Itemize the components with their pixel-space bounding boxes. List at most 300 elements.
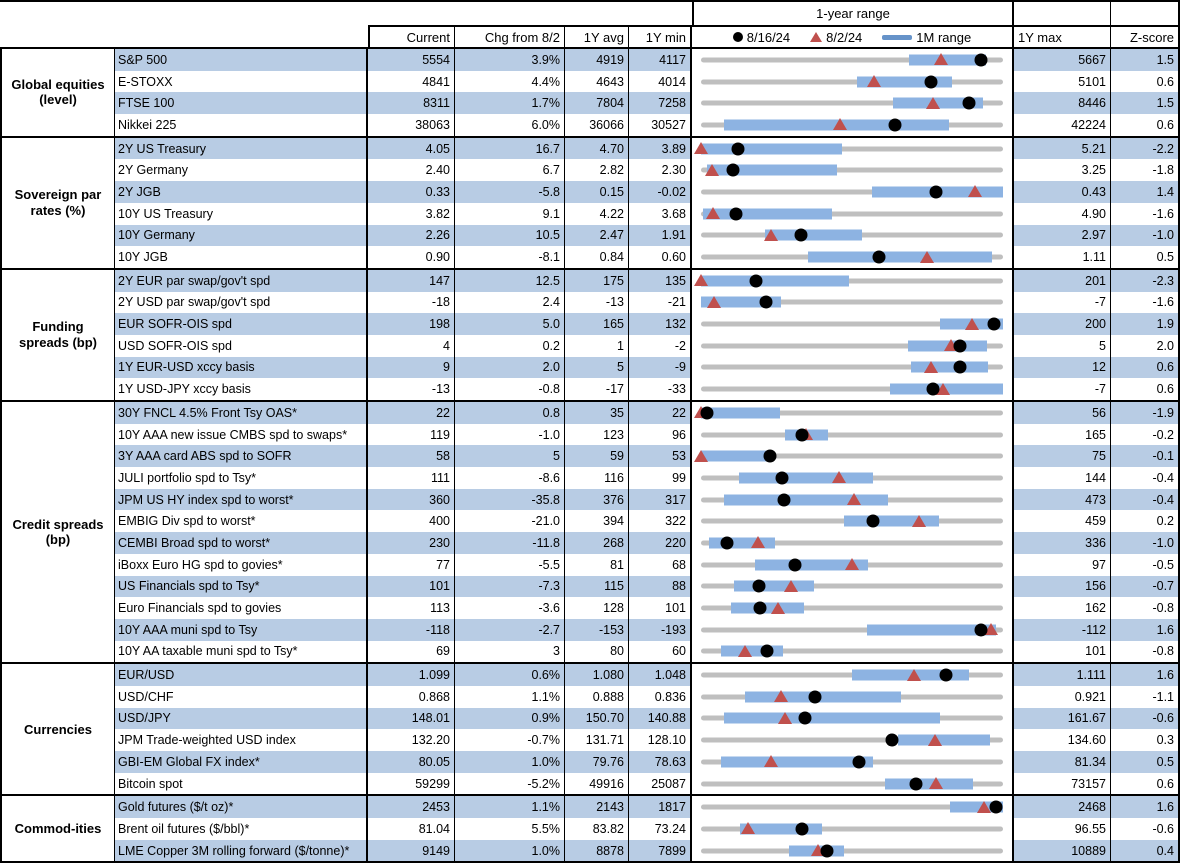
marker-8-2-triangle-icon bbox=[741, 822, 755, 834]
chg-value: -2.7 bbox=[455, 619, 565, 641]
range-chart bbox=[692, 796, 1014, 818]
z-score-value: -0.5 bbox=[1111, 554, 1180, 576]
range-chart bbox=[692, 773, 1014, 795]
max-value: 144 bbox=[1014, 467, 1111, 489]
range-track-area bbox=[701, 357, 1003, 379]
range-track-area bbox=[701, 751, 1003, 773]
marker-8-16-dot-icon bbox=[796, 822, 809, 835]
marker-8-2-triangle-icon bbox=[847, 493, 861, 505]
instrument-name: Nikkei 225 bbox=[115, 114, 368, 136]
one-month-range-bar bbox=[701, 143, 842, 154]
marker-8-16-dot-icon bbox=[798, 712, 811, 725]
max-value: 96.55 bbox=[1014, 818, 1111, 840]
marker-8-16-dot-icon bbox=[974, 623, 987, 636]
chg-value: 0.6% bbox=[455, 664, 565, 686]
min-value: 3.89 bbox=[629, 138, 692, 160]
avg-value: 0.888 bbox=[565, 686, 629, 708]
instrument-name: JPM Trade-weighted USD index bbox=[115, 729, 368, 751]
chg-value: 2.4 bbox=[455, 292, 565, 314]
avg-value: 59 bbox=[565, 445, 629, 467]
current-value: 80.05 bbox=[368, 751, 455, 773]
avg-value: 7804 bbox=[565, 92, 629, 114]
table-row bbox=[115, 181, 1180, 203]
current-value: 3.82 bbox=[368, 203, 455, 225]
z-score-value: -1.6 bbox=[1111, 292, 1180, 314]
marker-8-16-dot-icon bbox=[990, 801, 1003, 814]
max-value: 97 bbox=[1014, 554, 1111, 576]
marker-8-2-triangle-icon bbox=[867, 75, 881, 87]
chg-value: 6.0% bbox=[455, 114, 565, 136]
marker-8-16-dot-icon bbox=[808, 690, 821, 703]
max-value: 73157 bbox=[1014, 773, 1111, 795]
legend-label: 1M range bbox=[916, 29, 972, 45]
range-chart bbox=[692, 424, 1014, 446]
table-row bbox=[115, 445, 1180, 467]
max-value: 161.67 bbox=[1014, 708, 1111, 730]
table-row bbox=[115, 576, 1180, 598]
marker-8-16-dot-icon bbox=[775, 471, 788, 484]
avg-value: 394 bbox=[565, 510, 629, 532]
chg-value: -5.5 bbox=[455, 554, 565, 576]
marker-8-16-dot-icon bbox=[788, 558, 801, 571]
avg-value: 150.70 bbox=[565, 708, 629, 730]
marker-8-2-triangle-icon bbox=[907, 669, 921, 681]
marker-8-2-triangle-icon bbox=[764, 755, 778, 767]
range-chart bbox=[692, 840, 1014, 862]
marker-8-16-dot-icon bbox=[929, 185, 942, 198]
marker-8-2-triangle-icon bbox=[929, 777, 943, 789]
range-chart bbox=[692, 554, 1014, 576]
avg-value: 131.71 bbox=[565, 729, 629, 751]
table-row bbox=[115, 246, 1180, 268]
z-score-value: 1.9 bbox=[1111, 313, 1180, 335]
current-value: 2.40 bbox=[368, 159, 455, 181]
table-row bbox=[115, 510, 1180, 532]
marker-8-16-dot-icon bbox=[821, 844, 834, 857]
one-month-range-bar bbox=[911, 362, 988, 373]
range-track-area bbox=[701, 203, 1003, 225]
marker-8-16-dot-icon bbox=[910, 777, 923, 790]
min-value: 322 bbox=[629, 510, 692, 532]
range-track-area bbox=[701, 664, 1003, 686]
max-value: 0.921 bbox=[1014, 686, 1111, 708]
z-score-value: -2.3 bbox=[1111, 270, 1180, 292]
marker-8-16-dot-icon bbox=[761, 645, 774, 658]
min-value: 1817 bbox=[629, 796, 692, 818]
instrument-name: 2Y US Treasury bbox=[115, 138, 368, 160]
max-value: 2468 bbox=[1014, 796, 1111, 818]
range-chart bbox=[692, 445, 1014, 467]
group-label: Commod-ities bbox=[2, 796, 115, 861]
one-month-range-bar bbox=[701, 451, 767, 462]
range-track-area bbox=[701, 270, 1003, 292]
z-score-value: -0.2 bbox=[1111, 424, 1180, 446]
range-chart bbox=[692, 510, 1014, 532]
z-score-value: -0.4 bbox=[1111, 467, 1180, 489]
instrument-name: JPM US HY index spd to worst* bbox=[115, 489, 368, 511]
table-row bbox=[115, 225, 1180, 247]
min-value: 22 bbox=[629, 402, 692, 424]
max-value: -7 bbox=[1014, 378, 1111, 400]
instrument-name: GBI-EM Global FX index* bbox=[115, 751, 368, 773]
instrument-name: 2Y USD par swap/gov't spd bbox=[115, 292, 368, 314]
group-rows bbox=[115, 138, 1180, 268]
avg-value: 81 bbox=[565, 554, 629, 576]
range-chart bbox=[692, 641, 1014, 663]
range-chart bbox=[692, 402, 1014, 424]
marker-8-2-triangle-icon bbox=[832, 471, 846, 483]
min-value: 1.91 bbox=[629, 225, 692, 247]
range-track-area bbox=[701, 378, 1003, 400]
range-chart bbox=[692, 114, 1014, 136]
max-value: 42224 bbox=[1014, 114, 1111, 136]
instrument-name: EUR/USD bbox=[115, 664, 368, 686]
range-chart bbox=[692, 751, 1014, 773]
z-score-value: 1.5 bbox=[1111, 92, 1180, 114]
avg-value: 2.82 bbox=[565, 159, 629, 181]
one-month-range-bar bbox=[765, 230, 862, 241]
chg-value: 1.7% bbox=[455, 92, 565, 114]
z-score-value: -0.8 bbox=[1111, 597, 1180, 619]
z-score-value: 2.0 bbox=[1111, 335, 1180, 357]
marker-8-16-dot-icon bbox=[974, 53, 987, 66]
range-chart bbox=[692, 686, 1014, 708]
group-rows bbox=[115, 270, 1180, 400]
range-track-area bbox=[701, 818, 1003, 840]
range-track-area bbox=[701, 510, 1003, 532]
min-value: -21 bbox=[629, 292, 692, 314]
instrument-name: JULI portfolio spd to Tsy* bbox=[115, 467, 368, 489]
max-value: 134.60 bbox=[1014, 729, 1111, 751]
avg-value: 268 bbox=[565, 532, 629, 554]
range-chart bbox=[692, 203, 1014, 225]
range-chart bbox=[692, 335, 1014, 357]
table-row bbox=[115, 138, 1180, 160]
chg-value: 0.2 bbox=[455, 335, 565, 357]
avg-value: 49916 bbox=[565, 773, 629, 795]
range-track-area bbox=[701, 292, 1003, 314]
z-score-value: 0.2 bbox=[1111, 510, 1180, 532]
top-strip bbox=[0, 2, 1180, 25]
legend-label: 8/2/24 bbox=[826, 29, 863, 45]
avg-value: 2143 bbox=[565, 796, 629, 818]
range-chart bbox=[692, 225, 1014, 247]
current-value: 4841 bbox=[368, 71, 455, 93]
marker-8-16-dot-icon bbox=[927, 383, 940, 396]
max-value: 101 bbox=[1014, 641, 1111, 663]
table-row bbox=[115, 357, 1180, 379]
instrument-name: S&P 500 bbox=[115, 49, 368, 71]
z-score-value: 0.6 bbox=[1111, 71, 1180, 93]
range-track-area bbox=[701, 225, 1003, 247]
z-score-value: -0.4 bbox=[1111, 489, 1180, 511]
marker-8-2-triangle-icon bbox=[706, 207, 720, 219]
current-value: 2.26 bbox=[368, 225, 455, 247]
one-month-range-bar bbox=[703, 208, 833, 219]
range-track-area bbox=[701, 840, 1003, 862]
instrument-name: USD/JPY bbox=[115, 708, 368, 730]
current-value: -13 bbox=[368, 378, 455, 400]
z-score-value: -1.0 bbox=[1111, 532, 1180, 554]
min-value: 317 bbox=[629, 489, 692, 511]
group-label: Sovereign par rates (%) bbox=[2, 138, 115, 268]
range-track-area bbox=[701, 686, 1003, 708]
marker-8-2-triangle-icon bbox=[707, 296, 721, 308]
marker-8-16-dot-icon bbox=[763, 450, 776, 463]
marker-8-2-triangle-icon bbox=[774, 690, 788, 702]
instrument-name: US Financials spd to Tsy* bbox=[115, 576, 368, 598]
marker-8-2-triangle-icon bbox=[694, 450, 708, 462]
marker-8-16-dot-icon bbox=[853, 755, 866, 768]
range-track-area bbox=[701, 641, 1003, 663]
row-group bbox=[2, 136, 1180, 268]
chg-value: -5.8 bbox=[455, 181, 565, 203]
max-value: 200 bbox=[1014, 313, 1111, 335]
chg-value: -5.2% bbox=[455, 773, 565, 795]
chg-value: 6.7 bbox=[455, 159, 565, 181]
col-header-1y-min: 1Y min bbox=[629, 25, 692, 47]
z-score-value: 1.5 bbox=[1111, 49, 1180, 71]
table-row bbox=[115, 532, 1180, 554]
row-group bbox=[2, 400, 1180, 662]
row-group bbox=[2, 662, 1180, 794]
table-row bbox=[115, 554, 1180, 576]
range-track-area bbox=[701, 576, 1003, 598]
min-value: 96 bbox=[629, 424, 692, 446]
range-track-area bbox=[701, 313, 1003, 335]
current-value: 198 bbox=[368, 313, 455, 335]
z-score-value: 1.6 bbox=[1111, 664, 1180, 686]
max-value: 1.11 bbox=[1014, 246, 1111, 268]
z-score-value: 0.3 bbox=[1111, 729, 1180, 751]
table-row bbox=[115, 686, 1180, 708]
one-month-range-bar bbox=[724, 713, 941, 724]
range-legend bbox=[692, 25, 1014, 47]
current-value: 132.20 bbox=[368, 729, 455, 751]
chg-value: 5.0 bbox=[455, 313, 565, 335]
current-value: 9 bbox=[368, 357, 455, 379]
max-value: 0.43 bbox=[1014, 181, 1111, 203]
min-value: 60 bbox=[629, 641, 692, 663]
z-score-value: -0.6 bbox=[1111, 818, 1180, 840]
min-value: -2 bbox=[629, 335, 692, 357]
instrument-name: 10Y AAA muni spd to Tsy bbox=[115, 619, 368, 641]
table-row bbox=[115, 378, 1180, 400]
chg-value: 16.7 bbox=[455, 138, 565, 160]
group-rows bbox=[115, 49, 1180, 136]
instrument-name: 10Y US Treasury bbox=[115, 203, 368, 225]
range-chart bbox=[692, 708, 1014, 730]
table-row bbox=[115, 597, 1180, 619]
instrument-name: E-STOXX bbox=[115, 71, 368, 93]
chg-value: 1.1% bbox=[455, 686, 565, 708]
min-value: 53 bbox=[629, 445, 692, 467]
chg-value: -8.6 bbox=[455, 467, 565, 489]
one-month-range-bar bbox=[745, 691, 901, 702]
marker-8-2-triangle-icon bbox=[965, 318, 979, 330]
range-chart bbox=[692, 489, 1014, 511]
avg-value: 79.76 bbox=[565, 751, 629, 773]
marker-8-16-dot-icon bbox=[794, 229, 807, 242]
current-value: 5554 bbox=[368, 49, 455, 71]
marker-8-2-triangle-icon bbox=[845, 558, 859, 570]
instrument-name: 2Y EUR par swap/gov't spd bbox=[115, 270, 368, 292]
marker-8-16-dot-icon bbox=[939, 669, 952, 682]
dot-icon bbox=[733, 32, 743, 42]
min-value: -9 bbox=[629, 357, 692, 379]
marker-8-2-triangle-icon bbox=[751, 536, 765, 548]
max-value: 5101 bbox=[1014, 71, 1111, 93]
range-track-area bbox=[701, 729, 1003, 751]
avg-value: 0.84 bbox=[565, 246, 629, 268]
max-value: 5 bbox=[1014, 335, 1111, 357]
legend-label: 8/16/24 bbox=[746, 29, 791, 45]
avg-value: 376 bbox=[565, 489, 629, 511]
marker-8-16-dot-icon bbox=[749, 274, 762, 287]
range-track-area bbox=[701, 181, 1003, 203]
z-score-value: 0.5 bbox=[1111, 751, 1180, 773]
chg-value: 3 bbox=[455, 641, 565, 663]
marker-8-16-dot-icon bbox=[988, 318, 1001, 331]
marker-8-2-triangle-icon bbox=[920, 251, 934, 263]
chg-value: 0.9% bbox=[455, 708, 565, 730]
legend-item-8-2-24 bbox=[810, 30, 862, 45]
range-track-area bbox=[701, 773, 1003, 795]
range-track-area bbox=[701, 708, 1003, 730]
range-chart bbox=[692, 292, 1014, 314]
range-title: 1-year range bbox=[692, 2, 1014, 25]
marker-8-2-triangle-icon bbox=[694, 142, 708, 154]
marker-8-16-dot-icon bbox=[720, 536, 733, 549]
range-chart bbox=[692, 246, 1014, 268]
marker-8-16-dot-icon bbox=[752, 580, 765, 593]
min-value: 30527 bbox=[629, 114, 692, 136]
marker-8-2-triangle-icon bbox=[912, 515, 926, 527]
chg-value: -35.8 bbox=[455, 489, 565, 511]
z-score-value: -2.2 bbox=[1111, 138, 1180, 160]
range-track-area bbox=[701, 71, 1003, 93]
chg-value: 2.0 bbox=[455, 357, 565, 379]
marker-8-2-triangle-icon bbox=[705, 164, 719, 176]
min-value: 140.88 bbox=[629, 708, 692, 730]
min-value: 78.63 bbox=[629, 751, 692, 773]
max-value: 4.90 bbox=[1014, 203, 1111, 225]
avg-value: 83.82 bbox=[565, 818, 629, 840]
chg-value: 4.4% bbox=[455, 71, 565, 93]
range-track bbox=[701, 848, 1003, 853]
marker-8-16-dot-icon bbox=[754, 602, 767, 615]
marker-8-16-dot-icon bbox=[759, 296, 772, 309]
one-month-range-bar bbox=[731, 603, 805, 614]
instrument-name: 10Y JGB bbox=[115, 246, 368, 268]
avg-value: 1 bbox=[565, 335, 629, 357]
z-score-value: -1.0 bbox=[1111, 225, 1180, 247]
range-chart bbox=[692, 597, 1014, 619]
min-value: -0.02 bbox=[629, 181, 692, 203]
one-month-range-bar bbox=[739, 472, 873, 483]
max-value: 8446 bbox=[1014, 92, 1111, 114]
avg-value: 116 bbox=[565, 467, 629, 489]
current-value: 119 bbox=[368, 424, 455, 446]
max-value: 5667 bbox=[1014, 49, 1111, 71]
legend-item-8-16-24 bbox=[733, 30, 790, 45]
z-score-value: -1.9 bbox=[1111, 402, 1180, 424]
min-value: -193 bbox=[629, 619, 692, 641]
min-value: 2.30 bbox=[629, 159, 692, 181]
max-value: 3.25 bbox=[1014, 159, 1111, 181]
max-value: 459 bbox=[1014, 510, 1111, 532]
range-track-area bbox=[701, 138, 1003, 160]
avg-value: 4.22 bbox=[565, 203, 629, 225]
max-value: 75 bbox=[1014, 445, 1111, 467]
min-value: 0.60 bbox=[629, 246, 692, 268]
range-chart bbox=[692, 619, 1014, 641]
table-row bbox=[115, 619, 1180, 641]
avg-value: 35 bbox=[565, 402, 629, 424]
marker-8-2-triangle-icon bbox=[926, 97, 940, 109]
max-value: 473 bbox=[1014, 489, 1111, 511]
current-value: 147 bbox=[368, 270, 455, 292]
max-value: -7 bbox=[1014, 292, 1111, 314]
min-value: 135 bbox=[629, 270, 692, 292]
min-value: 1.048 bbox=[629, 664, 692, 686]
instrument-name: EMBIG Div spd to worst* bbox=[115, 510, 368, 532]
marker-8-16-dot-icon bbox=[885, 734, 898, 747]
range-track-area bbox=[701, 445, 1003, 467]
max-value: 201 bbox=[1014, 270, 1111, 292]
avg-value: 1.080 bbox=[565, 664, 629, 686]
top-empty-cell bbox=[1111, 2, 1180, 25]
current-value: 81.04 bbox=[368, 818, 455, 840]
marker-8-16-dot-icon bbox=[701, 406, 714, 419]
one-month-range-bar bbox=[721, 756, 874, 767]
max-value: 1.111 bbox=[1014, 664, 1111, 686]
avg-value: 0.15 bbox=[565, 181, 629, 203]
marker-8-16-dot-icon bbox=[726, 164, 739, 177]
current-value: 360 bbox=[368, 489, 455, 511]
min-value: 7899 bbox=[629, 840, 692, 862]
max-value: 5.21 bbox=[1014, 138, 1111, 160]
avg-value: 80 bbox=[565, 641, 629, 663]
col-header-1y-avg: 1Y avg bbox=[565, 25, 629, 47]
group-label: Credit spreads (bp) bbox=[2, 402, 115, 662]
marker-8-16-dot-icon bbox=[889, 118, 902, 131]
range-track-area bbox=[701, 402, 1003, 424]
one-month-range-bar bbox=[724, 494, 888, 505]
range-track-area bbox=[701, 532, 1003, 554]
one-month-range-bar bbox=[898, 735, 990, 746]
chg-value: -8.1 bbox=[455, 246, 565, 268]
avg-value: 5 bbox=[565, 357, 629, 379]
col-header-chg-from-8-2: Chg from 8/2 bbox=[455, 25, 565, 47]
current-value: 400 bbox=[368, 510, 455, 532]
instrument-name: 1Y EUR-USD xccy basis bbox=[115, 357, 368, 379]
current-value: 38063 bbox=[368, 114, 455, 136]
range-track-area bbox=[701, 467, 1003, 489]
max-value: 81.34 bbox=[1014, 751, 1111, 773]
current-value: 4 bbox=[368, 335, 455, 357]
marker-8-2-triangle-icon bbox=[771, 602, 785, 614]
marker-8-16-dot-icon bbox=[953, 361, 966, 374]
current-value: 22 bbox=[368, 402, 455, 424]
avg-value: 4.70 bbox=[565, 138, 629, 160]
current-value: -18 bbox=[368, 292, 455, 314]
range-chart bbox=[692, 49, 1014, 71]
max-value: 336 bbox=[1014, 532, 1111, 554]
range-track bbox=[701, 432, 1003, 437]
instrument-name: USD/CHF bbox=[115, 686, 368, 708]
table-row bbox=[115, 467, 1180, 489]
